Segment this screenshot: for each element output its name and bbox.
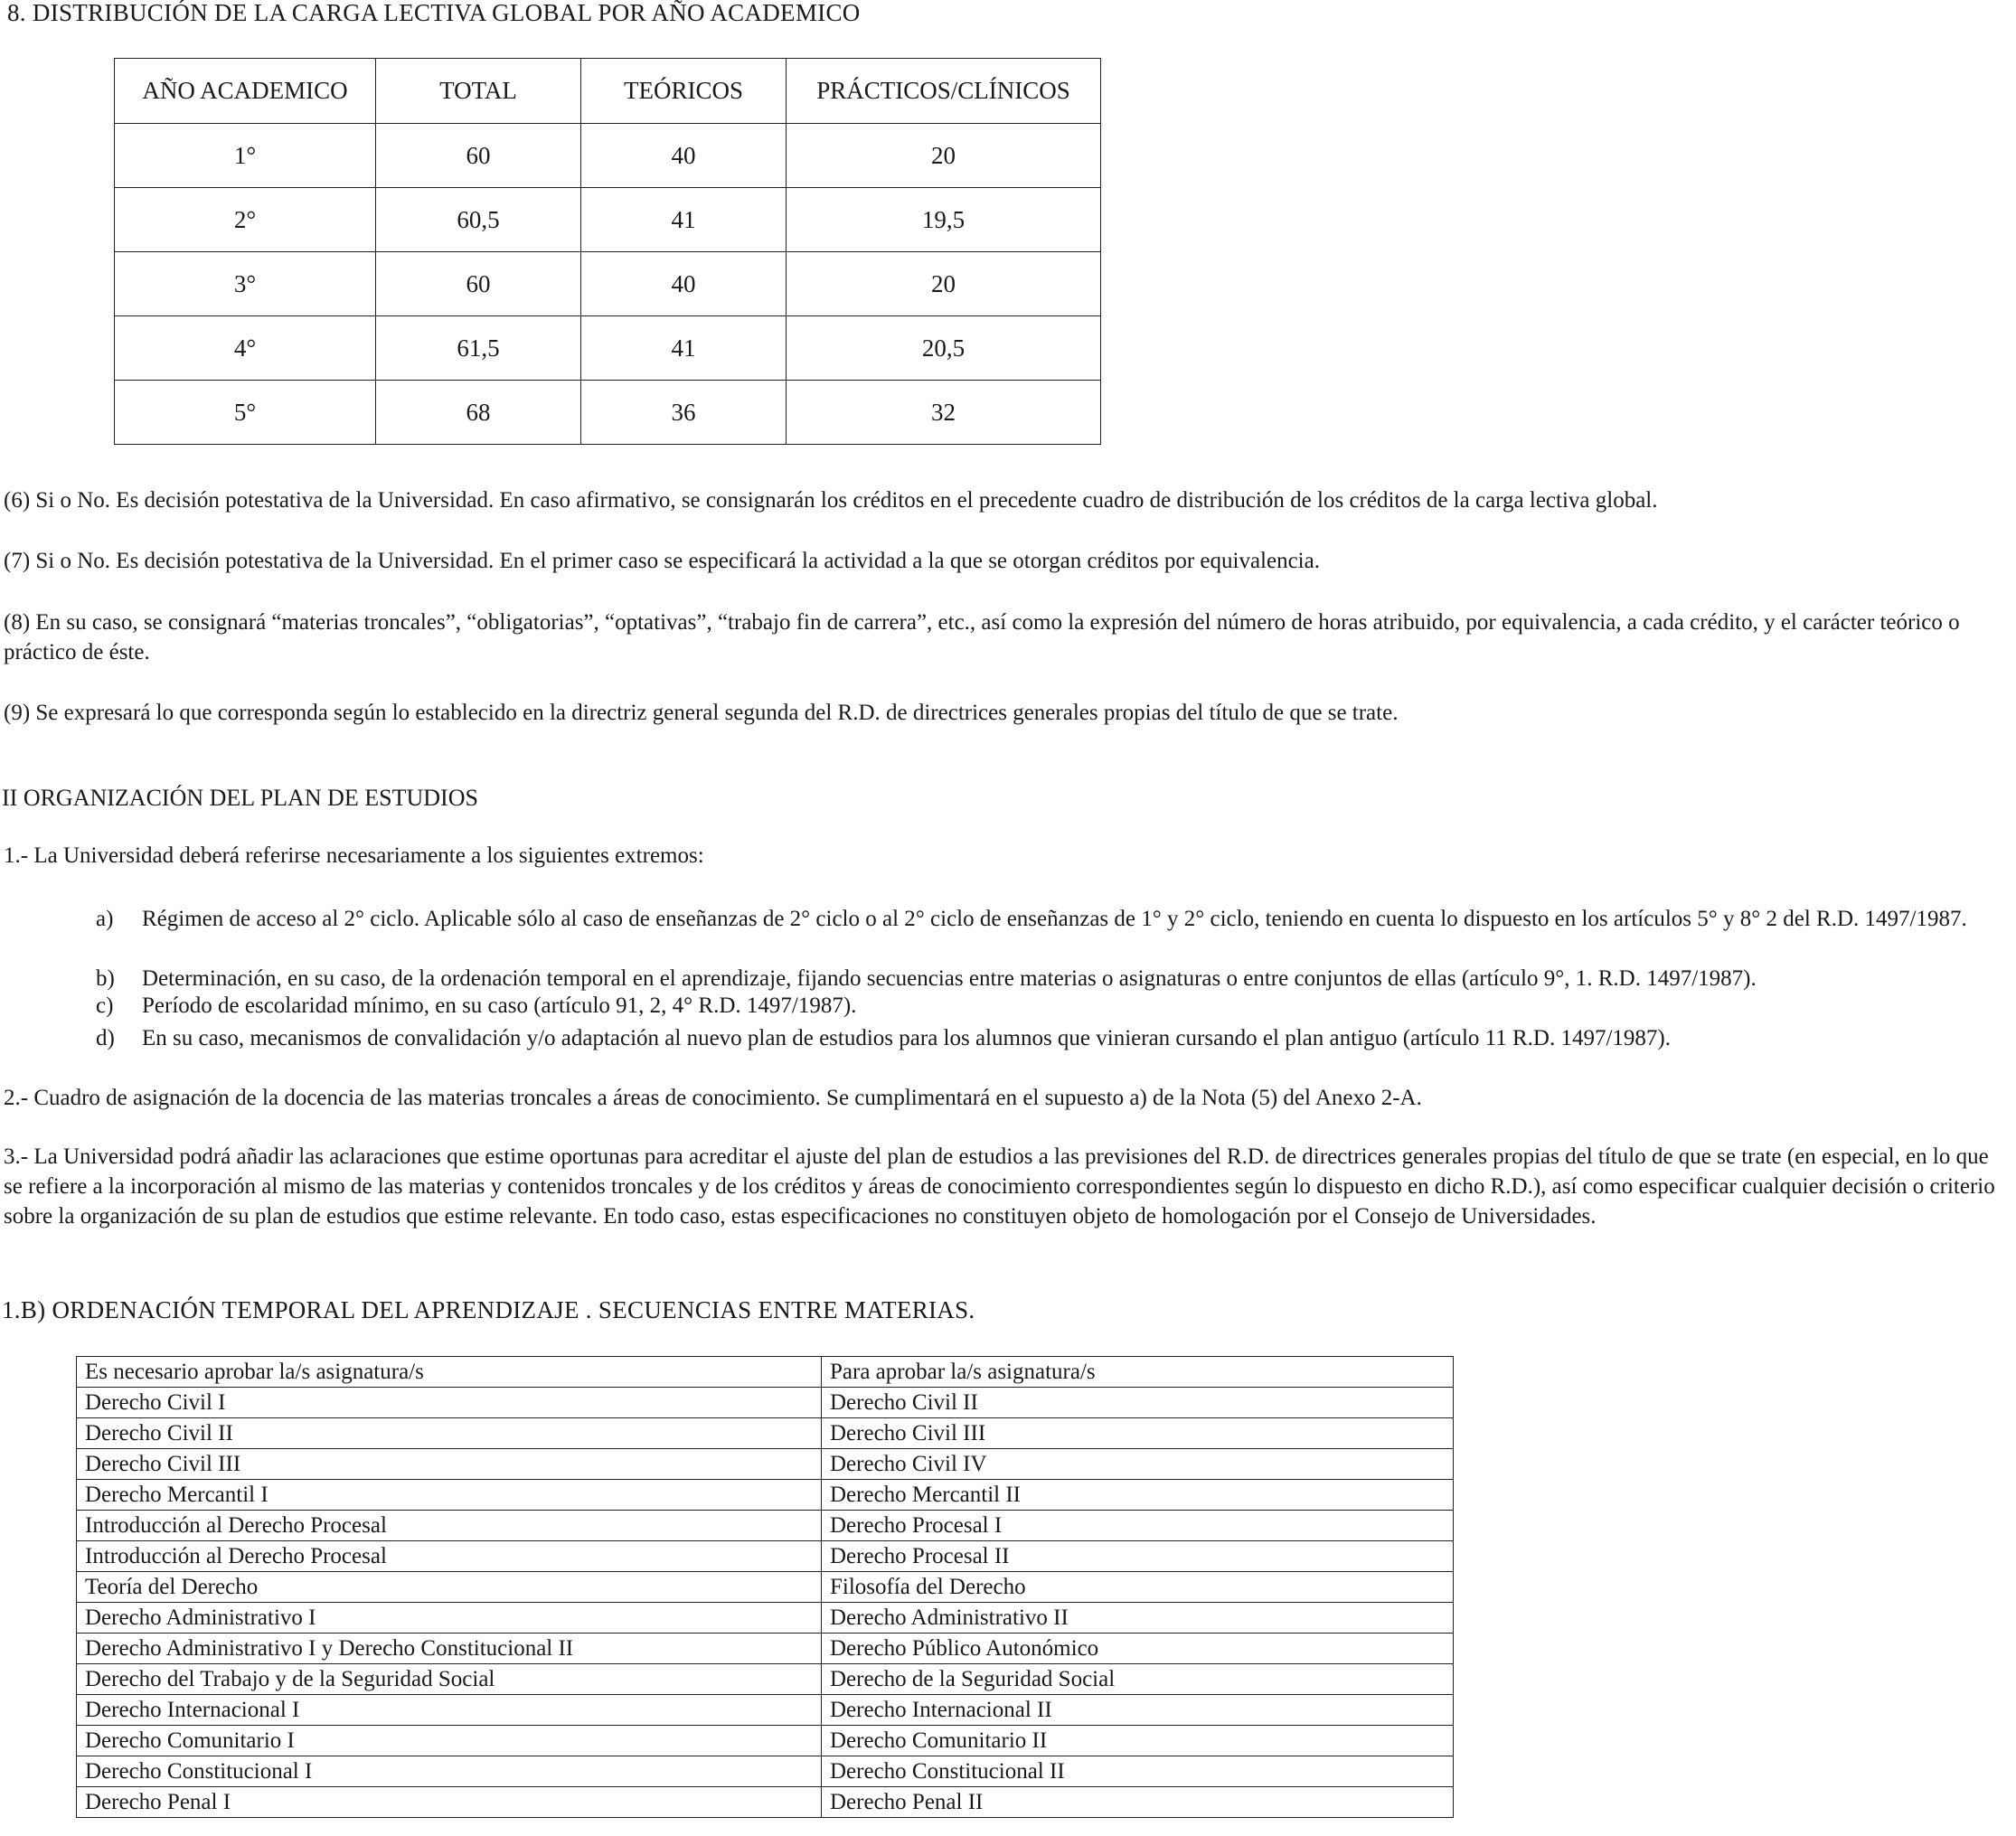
list-item-a xyxy=(96,904,2012,964)
table-cell: 40 xyxy=(581,124,787,188)
section-8-heading: 8. DISTRIBUCIÓN DE LA CARGA LECTIVA GLOBAL POR AÑO ACADEMICO xyxy=(7,0,861,26)
credit-distribution-table xyxy=(114,58,1101,445)
column-header: TEÓRICOS xyxy=(581,59,787,124)
table-row xyxy=(77,1418,1454,1449)
table-cell: Derecho Constitucional I xyxy=(77,1756,822,1787)
table-cell: Derecho Administrativo I y Derecho Constitucional II xyxy=(77,1634,822,1664)
note-9: (9) Se expresará lo que corresponda según lo establecido en la directriz general segunda del R.D. de directrices generales propias del título de que se trate. xyxy=(4,701,1399,725)
table-cell: 4° xyxy=(115,316,376,381)
list-item-text: En su caso, mecanismos de convalidación y/o adaptación al nuevo plan de estudios para los alumnos que vinieran cursando el plan antiguo (artículo 11 R.D. 1497/1987). xyxy=(142,1026,1672,1050)
table-cell: Derecho Civil I xyxy=(77,1388,822,1418)
section-ii-point-2: 2.- Cuadro de asignación de la docencia de las materias troncales a áreas de conocimiento. Se cumplimentará en el supuesto a) de la Nota (5) del Anexo 2-A. xyxy=(4,1086,1422,1110)
table-row xyxy=(77,1634,1454,1664)
list-item-label: b) xyxy=(96,966,115,991)
table-cell: Derecho Comunitario I xyxy=(77,1726,822,1756)
table-cell: Derecho Procesal II xyxy=(822,1541,1454,1572)
section-ii-point-3: 3.- La Universidad podrá añadir las aclaraciones que estime oportunas para acreditar el ajuste del plan de estudios a las previsiones del R.D. de directrices generales propias del título de que se trate (en especial, en lo que se refiere a la incorporación al mismo de las materias y contenidos troncales y de los créditos y áreas de conocimiento correspondientes según lo dispuesto en dicho R.D.), así como especificar cualquier decisión o criterio sobre la organización de su plan de estudios que estime relevante. En todo caso, estas especificaciones no constituyen objeto de homologación por el Consejo de Universidades. xyxy=(4,1144,1995,1229)
table-cell: Derecho Administrativo I xyxy=(77,1603,822,1634)
table-row xyxy=(77,1511,1454,1541)
table-header-row xyxy=(115,59,1101,124)
table-row xyxy=(77,1787,1454,1818)
table-cell: 61,5 xyxy=(376,316,581,381)
note-8: (8) En su caso, se consignará “materias troncales”, “obligatorias”, “optativas”, “trabajo fin de carrera”, etc., así como la expresión del número de horas atribuido, por equivalencia, a cada crédito, y el carácter teórico o práctico de éste. xyxy=(4,610,1960,664)
table-cell: 41 xyxy=(581,316,787,381)
seq-table-body xyxy=(77,1388,1454,1818)
table-row xyxy=(115,124,1101,188)
table-cell: Filosofía del Derecho xyxy=(822,1572,1454,1603)
section-1b-heading: 1.B) ORDENACIÓN TEMPORAL DEL APRENDIZAJE . SECUENCIAS ENTRE MATERIAS. xyxy=(2,1296,975,1323)
list-item-text: Determinación, en su caso, de la ordenación temporal en el aprendizaje, fijando secuencias entre materias o asignaturas o entre conjuntos de ellas (artículo 9°, 1. R.D. 1497/1987). xyxy=(142,966,1757,991)
list-item-label: a) xyxy=(96,907,114,931)
table-cell: 40 xyxy=(581,252,787,316)
dist-table-body xyxy=(115,124,1101,445)
table-row xyxy=(115,316,1101,381)
section-ii-heading: II ORGANIZACIÓN DEL PLAN DE ESTUDIOS xyxy=(2,785,478,811)
table-cell: Derecho Civil II xyxy=(822,1388,1454,1418)
table-cell: Derecho Procesal I xyxy=(822,1511,1454,1541)
list-item-label: c) xyxy=(96,993,114,1018)
table-cell: Derecho Público Autonómico xyxy=(822,1634,1454,1664)
table-cell: 20,5 xyxy=(787,316,1101,381)
table-cell: Derecho de la Seguridad Social xyxy=(822,1664,1454,1695)
table-cell: 3° xyxy=(115,252,376,316)
table-cell: Introducción al Derecho Procesal xyxy=(77,1541,822,1572)
table-cell: 20 xyxy=(787,252,1101,316)
note-7: (7) Si o No. Es decisión potestativa de la Universidad. En el primer caso se especificará la actividad a la que se otorgan créditos por equivalencia. xyxy=(4,549,1320,573)
table-cell: Derecho Civil II xyxy=(77,1418,822,1449)
section-ii-intro: 1.- La Universidad deberá referirse necesariamente a los siguientes extremos: xyxy=(4,843,704,868)
table-cell: Derecho Internacional II xyxy=(822,1695,1454,1726)
table-row xyxy=(77,1541,1454,1572)
table-cell: Derecho Civil IV xyxy=(822,1449,1454,1480)
table-cell: 68 xyxy=(376,381,581,445)
table-row xyxy=(77,1695,1454,1726)
table-header-row xyxy=(77,1357,1454,1388)
table-cell: 2° xyxy=(115,188,376,252)
table-row xyxy=(115,252,1101,316)
list-item-c xyxy=(96,991,2012,1021)
table-cell: Derecho Penal I xyxy=(77,1787,822,1818)
column-header: PRÁCTICOS/CLÍNICOS xyxy=(787,59,1101,124)
table-cell: 60 xyxy=(376,124,581,188)
table-cell: Derecho Civil III xyxy=(77,1449,822,1480)
column-header: Es necesario aprobar la/s asignatura/s xyxy=(77,1357,822,1388)
column-header: TOTAL xyxy=(376,59,581,124)
list-item-b xyxy=(96,964,2012,993)
table-cell: 36 xyxy=(581,381,787,445)
table-row xyxy=(77,1603,1454,1634)
list-item-label: d) xyxy=(96,1026,115,1050)
table-row xyxy=(77,1756,1454,1787)
table-cell: Derecho Mercantil I xyxy=(77,1480,822,1511)
note-6: (6) Si o No. Es decisión potestativa de la Universidad. En caso afirmativo, se consignarán los créditos en el precedente cuadro de distribución de los créditos de la carga lectiva global. xyxy=(4,488,1658,513)
table-cell: Derecho Administrativo II xyxy=(822,1603,1454,1634)
table-cell: 20 xyxy=(787,124,1101,188)
table-cell: Teoría del Derecho xyxy=(77,1572,822,1603)
table-cell: 19,5 xyxy=(787,188,1101,252)
table-cell: 32 xyxy=(787,381,1101,445)
table-row xyxy=(77,1480,1454,1511)
table-row xyxy=(77,1449,1454,1480)
table-cell: 1° xyxy=(115,124,376,188)
subject-sequence-table xyxy=(76,1356,1454,1818)
table-cell: Introducción al Derecho Procesal xyxy=(77,1511,822,1541)
table-row xyxy=(77,1664,1454,1695)
table-cell: Derecho Comunitario II xyxy=(822,1726,1454,1756)
table-row xyxy=(77,1726,1454,1756)
column-header: Para aprobar la/s asignatura/s xyxy=(822,1357,1454,1388)
table-cell: 41 xyxy=(581,188,787,252)
table-cell: 60,5 xyxy=(376,188,581,252)
table-row xyxy=(77,1388,1454,1418)
list-item-d xyxy=(96,1023,2012,1053)
table-row xyxy=(77,1572,1454,1603)
table-cell: Derecho del Trabajo y de la Seguridad Social xyxy=(77,1664,822,1695)
list-item-text: Período de escolaridad mínimo, en su caso (artículo 91, 2, 4° R.D. 1497/1987). xyxy=(142,993,857,1018)
list-item-text: Régimen de acceso al 2° ciclo. Aplicable sólo al caso de enseñanzas de 2° ciclo o al 2° ciclo de enseñanzas de 1° y 2° ciclo, teniendo en cuenta lo dispuesto en los artículos 5° y 8° 2 del R.D. 1497/1987. xyxy=(142,907,1967,931)
table-cell: Derecho Internacional I xyxy=(77,1695,822,1726)
table-cell: 5° xyxy=(115,381,376,445)
table-cell: Derecho Civil III xyxy=(822,1418,1454,1449)
table-row xyxy=(115,188,1101,252)
table-cell: Derecho Mercantil II xyxy=(822,1480,1454,1511)
column-header: AÑO ACADEMICO xyxy=(115,59,376,124)
table-cell: Derecho Penal II xyxy=(822,1787,1454,1818)
table-row xyxy=(115,381,1101,445)
table-cell: Derecho Constitucional II xyxy=(822,1756,1454,1787)
table-cell: 60 xyxy=(376,252,581,316)
